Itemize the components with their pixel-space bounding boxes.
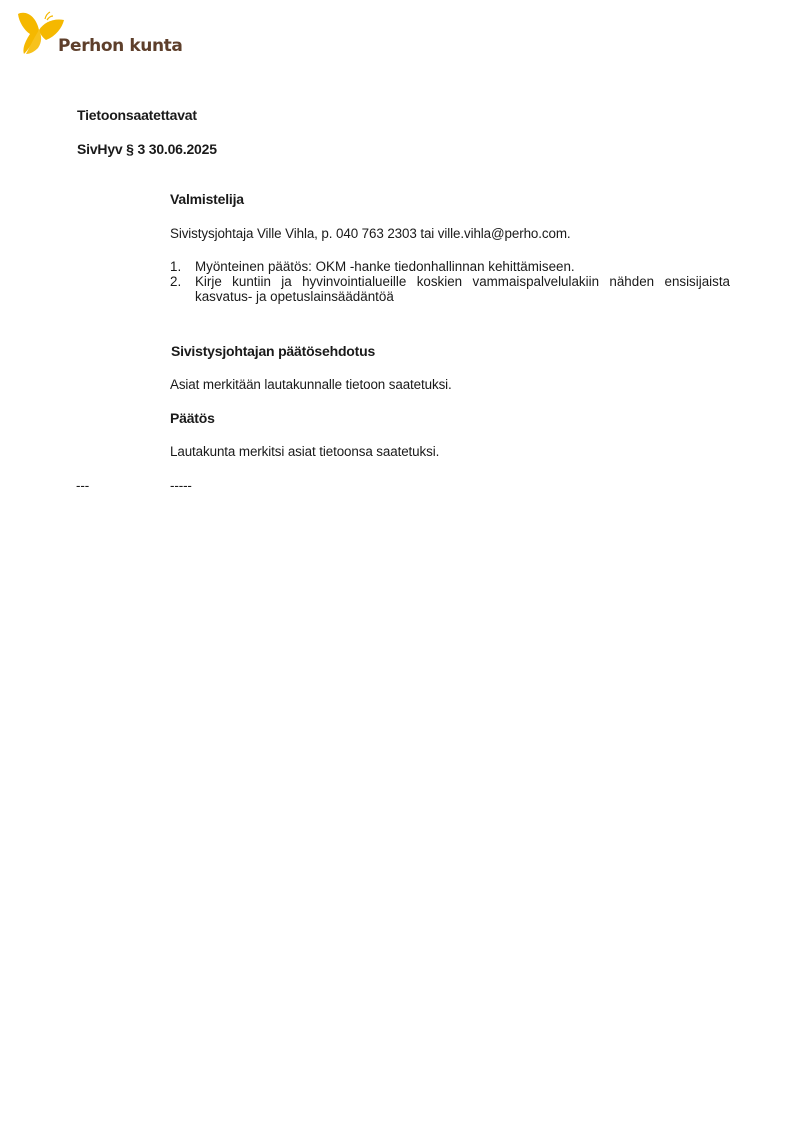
proposal-heading: Sivistysjohtajan päätösehdotus [171, 343, 376, 359]
section-reference: SivHyv § 3 30.06.2025 [77, 141, 217, 157]
list-item-number: 1. [170, 259, 182, 274]
list-item-text: Myönteinen päätös: OKM -hanke tiedonhallinnan kehittämiseen. [195, 259, 575, 274]
logo-text: Perhon kunta [58, 36, 183, 56]
municipality-logo [16, 10, 186, 58]
preparer-contact: Sivistysjohtaja Ville Vihla, p. 040 763 2303 tai ville.vihla@perho.com. [170, 226, 571, 241]
preparer-heading: Valmistelija [170, 191, 244, 207]
list-item-number: 2. [170, 274, 182, 289]
list-item-text: Kirje kuntiin ja hyvinvointialueille koskien vammaispalvelulakiin nähden ensisijaista kasvatus- ja opetuslainsäädäntöä [195, 274, 730, 304]
decision-heading: Päätös [170, 410, 215, 426]
attachment-list [170, 259, 730, 304]
list-item [170, 274, 730, 304]
decision-text: Lautakunta merkitsi asiat tietoonsa saatetuksi. [170, 444, 440, 459]
list-item [170, 259, 730, 274]
separator-right: ----- [170, 478, 192, 493]
document-heading: Tietoonsaatettavat [77, 107, 197, 123]
proposal-text: Asiat merkitään lautakunnalle tietoon saatetuksi. [170, 377, 452, 392]
separator-left: --- [76, 478, 90, 493]
